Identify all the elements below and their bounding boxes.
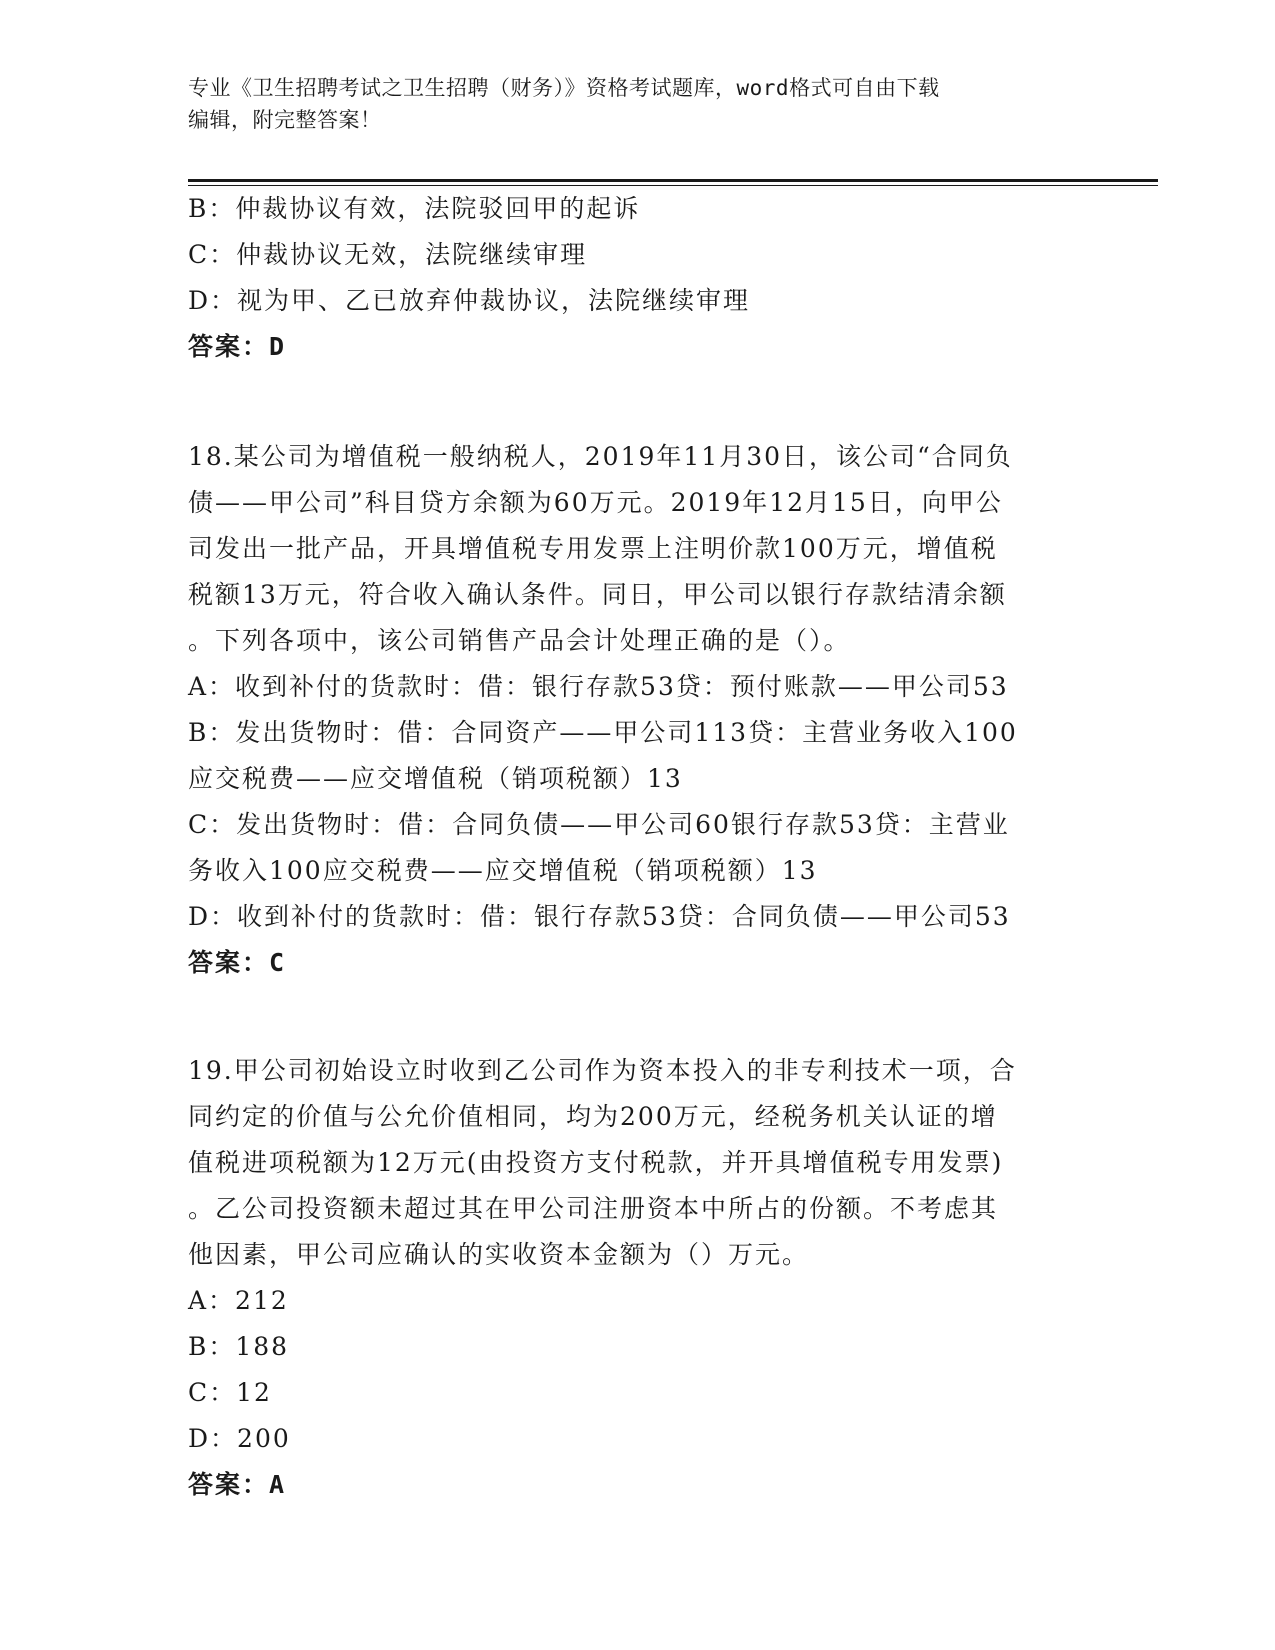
q19-stem-line: 他因素，甲公司应确认的实收资本金额为（）万元。 [188,1240,810,1269]
q18-option-c-cont: 务收入100应交税费——应交增值税（销项税额）13 [188,856,818,885]
q19-stem-line: 。乙公司投资额未超过其在甲公司注册资本中所占的份额。不考虑其 [188,1194,999,1223]
spacer [188,370,1088,434]
question-19 [188,1048,1088,1508]
q18-option-d: D：收到补付的货款时：借：银行存款53贷：合同负债——甲公司53 [188,902,1011,931]
q19-stem-line: 值税进项税额为12万元(由投资方支付税款，并开具增值税专用发票) [188,1148,1004,1177]
answer-value: C [269,948,287,977]
q18-answer [188,940,1088,986]
q18-stem-line: 债——甲公司”科目贷方余额为60万元。2019年12月15日，向甲公 [188,488,1003,517]
q18-option-a: A：收到补付的货款时：借：银行存款53贷：预付账款——甲公司53 [188,672,1009,701]
q19-option-c: C：12 [188,1378,272,1407]
q17-option-d: D：视为甲、乙已放弃仲裁协议，法院继续审理 [188,286,751,315]
q19-option-b: B：188 [188,1332,290,1361]
q19-stem-line: 19.甲公司初始设立时收到乙公司作为资本投入的非专利技术一项，合 [188,1056,1017,1085]
q19-answer [188,1462,1088,1508]
header-rule-thick [188,179,1158,182]
q18-stem-line: 司发出一批产品，开具增值税专用发票上注明价款100万元，增值税 [188,534,998,563]
answer-label: 答案： [188,332,270,361]
answer-label: 答案： [188,948,270,977]
question-17 [188,186,1088,370]
answer-value: A [269,1470,287,1499]
q18-option-c: C：发出货物时：借：合同负债——甲公司60银行存款53贷：主营业 [188,810,1010,839]
answer-label: 答案： [188,1470,270,1499]
q17-option-c: C：仲裁协议无效，法院继续审理 [188,240,588,269]
document-body [188,186,1088,1508]
answer-value: D [269,332,287,361]
q18-stem-line: 。下列各项中，该公司销售产品会计处理正确的是（）。 [188,626,851,655]
q17-answer [188,324,1088,370]
document-header [188,72,1088,136]
q18-option-b: B：发出货物时：借：合同资产——甲公司113贷：主营业务收入100 [188,718,1018,747]
header-line-1: 专业《卫生招聘考试之卫生招聘（财务）》资格考试题库，word格式可自由下载 [188,76,940,100]
q17-option-b: B：仲裁协议有效，法院驳回甲的起诉 [188,194,641,223]
q19-option-a: A：212 [188,1286,289,1315]
spacer [188,986,1088,1048]
q18-stem-line: 18.某公司为增值税一般纳税人，2019年11月30日，该公司“合同负 [188,442,1013,471]
q19-stem-line: 同约定的价值与公允价值相同，均为200万元，经税务机关认证的增 [188,1102,998,1131]
header-line-2: 编辑，附完整答案！ [188,108,382,132]
q18-stem-line: 税额13万元，符合收入确认条件。同日，甲公司以银行存款结清余额 [188,580,1007,609]
q18-option-b-cont: 应交税费——应交增值税（销项税额）13 [188,764,683,793]
question-18 [188,434,1088,986]
q19-option-d: D：200 [188,1424,291,1453]
